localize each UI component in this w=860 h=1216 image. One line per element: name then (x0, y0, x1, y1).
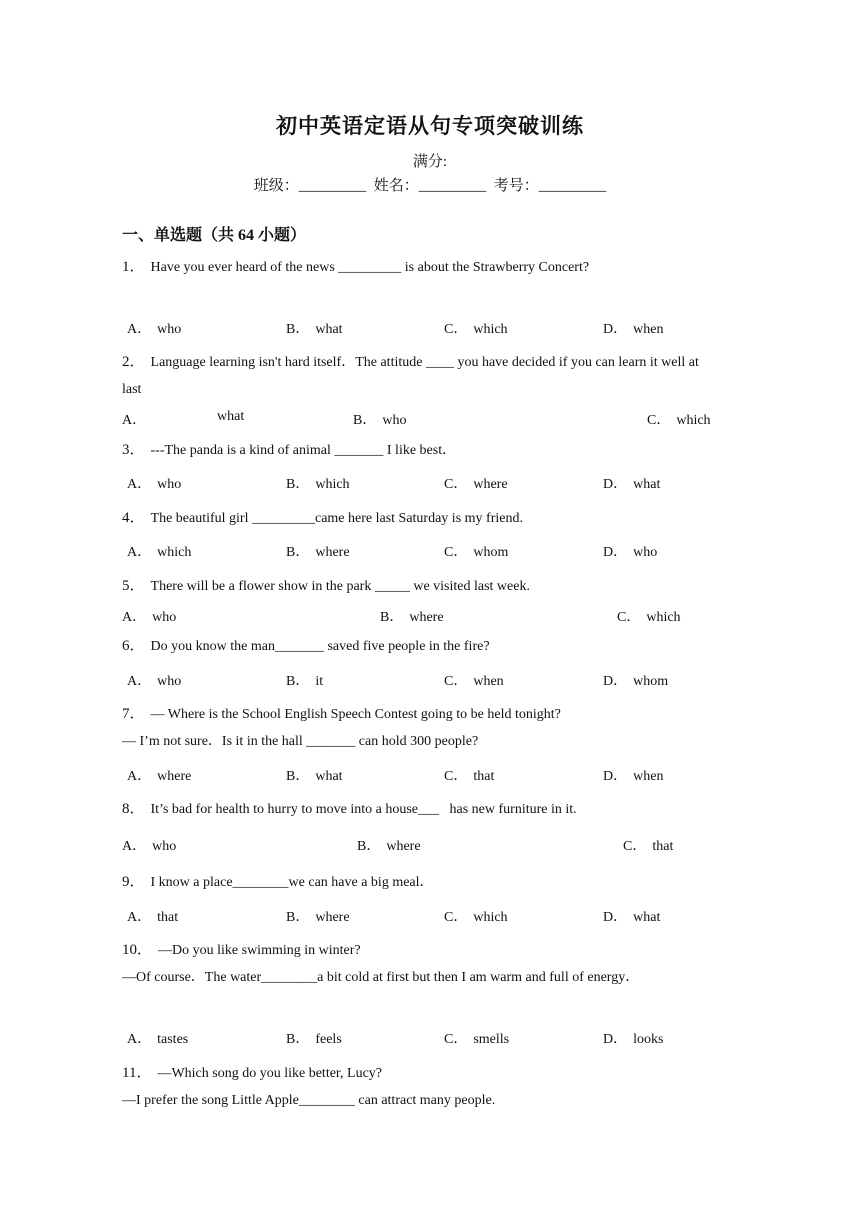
option-a[interactable] (127, 1028, 188, 1048)
option-text: that (473, 769, 495, 784)
option-text: which (157, 545, 192, 560)
question-text: — Where is the School English Speech Contest going to be held tonight? (150, 707, 561, 722)
question-number: 6． (122, 638, 145, 654)
option-text: who (157, 674, 182, 689)
option-d[interactable] (603, 906, 660, 926)
option-text: smells (473, 1032, 510, 1047)
option-letter: A． (127, 674, 152, 689)
question-11 (122, 1060, 747, 1114)
question-text: Have you ever heard of the news _________ is about the Strawberry Concert? (150, 260, 590, 275)
option-letter: D． (603, 322, 628, 337)
question-number: 3． (122, 442, 145, 458)
question-number: 7． (122, 706, 145, 722)
option-letter: A． (127, 1032, 152, 1047)
question-text: —Of course．The water________a bit cold at first but then I am warm and full of energy． (122, 970, 640, 985)
student-info-line (0, 174, 860, 195)
option-letter: B． (286, 477, 310, 492)
question-text: There will be a flower show in the park _____ we visited last week. (150, 579, 530, 594)
option-letter: C． (444, 910, 468, 925)
option-b[interactable] (380, 606, 444, 626)
option-b[interactable] (353, 409, 406, 429)
option-d[interactable] (603, 473, 660, 493)
option-letter: C． (444, 545, 468, 560)
option-letter: C． (444, 1032, 468, 1047)
score-label: 满分: (412, 154, 448, 170)
option-a[interactable] (127, 765, 191, 785)
option-c[interactable] (444, 906, 508, 926)
option-letter: C． (444, 769, 468, 784)
option-text: who (157, 477, 182, 492)
option-letter: D． (603, 910, 628, 925)
option-a[interactable] (127, 906, 178, 926)
option-b[interactable] (286, 473, 350, 493)
question-number: 9． (122, 874, 145, 890)
option-letter: C． (444, 477, 468, 492)
option-text: when (633, 769, 664, 784)
option-letter: B． (380, 610, 404, 625)
option-text: what (315, 322, 343, 337)
option-letter: A． (127, 477, 152, 492)
question-number: 4． (122, 510, 145, 526)
option-letter: D． (603, 769, 628, 784)
option-letter: A． (127, 910, 152, 925)
option-c[interactable] (444, 318, 508, 338)
option-text: who (382, 413, 407, 428)
option-text: where (315, 910, 350, 925)
option-d[interactable] (603, 318, 663, 338)
option-b[interactable] (357, 835, 421, 855)
option-c[interactable] (647, 409, 711, 429)
section-title: 一、单选题（共 64 小题） (122, 227, 307, 244)
question-5 (122, 573, 747, 600)
option-text: where (315, 545, 350, 560)
option-text: whom (473, 545, 509, 560)
option-letter: A． (122, 413, 147, 428)
option-a[interactable] (127, 473, 181, 493)
option-c[interactable] (444, 473, 508, 493)
option-d[interactable] (603, 1028, 663, 1048)
option-a[interactable] (122, 835, 176, 855)
option-a[interactable] (127, 318, 181, 338)
option-letter: A． (127, 769, 152, 784)
question-text: last (122, 382, 142, 397)
option-b[interactable] (286, 318, 343, 338)
question-1 (122, 254, 747, 281)
option-text: what (217, 409, 245, 424)
question-10 (122, 937, 747, 991)
option-letter: C． (444, 674, 468, 689)
option-c[interactable] (623, 835, 673, 855)
question-text: —I prefer the song Little Apple________ can attract many people. (122, 1093, 496, 1108)
option-letter: B． (286, 769, 310, 784)
question-6 (122, 633, 747, 660)
option-text: that (652, 839, 674, 854)
option-text: where (409, 610, 444, 625)
question-4 (122, 505, 747, 532)
class-label: 班级： (253, 178, 299, 194)
option-letter: A． (122, 839, 147, 854)
option-text: who (152, 610, 177, 625)
option-d[interactable] (603, 670, 668, 690)
option-letter: B． (353, 413, 377, 428)
option-a[interactable] (122, 409, 146, 429)
option-a[interactable] (127, 670, 181, 690)
option-text: which (315, 477, 350, 492)
option-text: where (157, 769, 192, 784)
option-letter: A． (122, 610, 147, 625)
option-text: who (157, 322, 182, 337)
option-letter: D． (603, 477, 628, 492)
option-letter: B． (286, 545, 310, 560)
id-label: 考号： (493, 178, 539, 194)
option-text: where (386, 839, 421, 854)
option-text: whom (633, 674, 669, 689)
question-number: 1． (122, 259, 145, 275)
option-text: which (676, 413, 711, 428)
class-blank: _________ (298, 178, 367, 194)
page-title: 初中英语定语从句专项突破训练 (276, 114, 584, 138)
option-text: who (152, 839, 177, 854)
name-blank: _________ (418, 178, 487, 194)
option-b[interactable] (286, 1028, 342, 1048)
option-letter: C． (444, 322, 468, 337)
option-b[interactable] (286, 541, 350, 561)
option-text: feels (315, 1032, 342, 1047)
option-letter: A． (127, 322, 152, 337)
option-text: which (473, 322, 508, 337)
option-c[interactable] (444, 541, 508, 561)
question-2 (122, 349, 747, 403)
name-label: 姓名： (373, 178, 419, 194)
question-text: Do you know the man_______ saved five people in the fire? (150, 639, 490, 654)
question-text: The beautiful girl _________came here last Saturday is my friend. (150, 511, 523, 526)
question-3 (122, 437, 747, 464)
option-text: when (633, 322, 664, 337)
option-letter: B． (286, 674, 310, 689)
option-b[interactable] (286, 765, 343, 785)
option-a[interactable] (122, 606, 176, 626)
option-a-text[interactable] (217, 409, 244, 425)
option-letter: C． (623, 839, 647, 854)
option-letter: D． (603, 674, 628, 689)
option-text: which (646, 610, 681, 625)
id-blank: _________ (538, 178, 607, 194)
option-letter: B． (357, 839, 381, 854)
option-text: tastes (157, 1032, 189, 1047)
option-letter: B． (286, 1032, 310, 1047)
question-text: I know a place________we can have a big meal． (150, 875, 434, 890)
option-letter: B． (286, 910, 310, 925)
option-text: it (315, 674, 324, 689)
question-number: 11． (122, 1065, 152, 1081)
option-letter: B． (286, 322, 310, 337)
option-text: what (633, 477, 661, 492)
question-text: ---The panda is a kind of animal _______ I like best． (150, 443, 457, 458)
question-text: It’s bad for health to hurry to move into a house___ has new furniture in it. (150, 802, 577, 817)
question-number: 5． (122, 578, 145, 594)
option-letter: D． (603, 545, 628, 560)
option-letter: A． (127, 545, 152, 560)
option-c[interactable] (444, 1028, 509, 1048)
question-9 (122, 869, 747, 896)
question-text: Language learning isn't hard itself．The attitude ____ you have decided if you can learn it well at (150, 355, 699, 370)
question-7 (122, 701, 747, 755)
option-letter: C． (647, 413, 671, 428)
option-text: that (157, 910, 179, 925)
option-b[interactable] (286, 670, 323, 690)
option-text: looks (633, 1032, 664, 1047)
option-d[interactable] (603, 541, 657, 561)
question-text: — I’m not sure．Is it in the hall _______ can hold 300 people? (122, 734, 479, 749)
option-b[interactable] (286, 906, 350, 926)
option-c[interactable] (444, 670, 504, 690)
option-c[interactable] (444, 765, 494, 785)
question-8 (122, 796, 747, 823)
option-text: where (473, 477, 508, 492)
question-number: 2． (122, 354, 145, 370)
question-text: —Do you like swimming in winter? (158, 943, 361, 958)
option-letter: C． (617, 610, 641, 625)
option-text: when (473, 674, 504, 689)
option-letter: D． (603, 1032, 628, 1047)
option-text: who (633, 545, 658, 560)
question-text: —Which song do you like better, Lucy? (157, 1066, 382, 1081)
option-a[interactable] (127, 541, 191, 561)
option-text: what (315, 769, 343, 784)
option-text: what (633, 910, 661, 925)
option-d[interactable] (603, 765, 663, 785)
option-c[interactable] (617, 606, 681, 626)
option-text: which (473, 910, 508, 925)
question-number: 8． (122, 801, 145, 817)
question-number: 10． (122, 942, 153, 958)
